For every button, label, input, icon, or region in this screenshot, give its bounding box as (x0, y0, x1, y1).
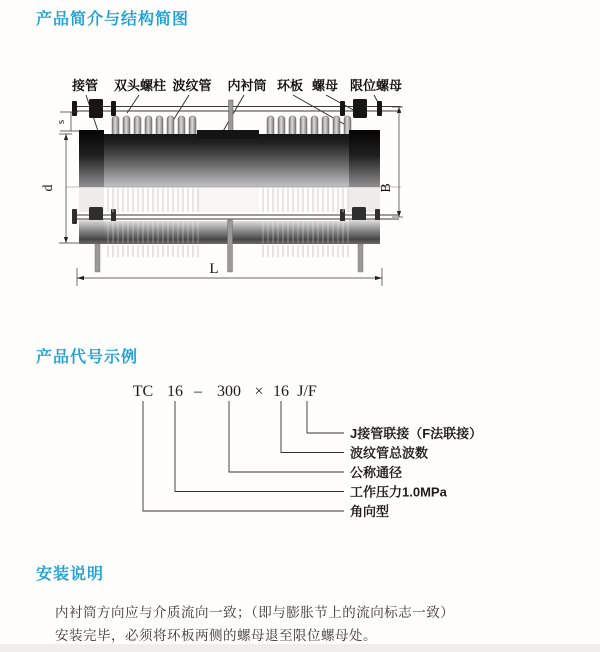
callout-waves: 波纹管总波数 (350, 445, 429, 461)
code-part-pressure: 16 (167, 383, 183, 400)
section-title-install: 安装说明 (36, 566, 105, 583)
callout-connection: J接管联接（F法联接） (350, 426, 483, 441)
install-instruction-line-2: 安装完毕，必须将环板两侧的螺母退至限位螺母处。 (55, 628, 377, 643)
section-title-intro: 产品简介与结构简图 (36, 11, 190, 28)
code-callout-lines (143, 401, 344, 511)
callout-type: 角向型 (350, 504, 390, 519)
callout-dn: 公称通径 (350, 465, 403, 480)
dim-d-label: d (41, 184, 56, 192)
right-ring-plate (349, 130, 380, 187)
label-bowenguan: 波纹管 (172, 78, 212, 93)
callout-pressure: 工作压力1.0MPa (350, 484, 447, 500)
code-part-waves: 16 (273, 383, 289, 400)
dim-L-label: L (209, 261, 219, 277)
code-callouts (350, 426, 482, 519)
section-title-code: 产品代号示例 (36, 349, 139, 366)
label-neichentong: 内衬筒 (227, 78, 267, 93)
code-part-times: × (254, 383, 264, 400)
label-xianwei-luomu: 限位螺母 (349, 78, 403, 93)
dim-B (392, 107, 403, 217)
code-string (133, 383, 317, 400)
label-huanban: 环板 (276, 78, 304, 93)
code-part-dash: – (194, 383, 202, 400)
label-luomu: 螺母 (311, 78, 339, 93)
page-bottom-edge (0, 644, 600, 652)
joint-body (79, 130, 380, 187)
tie-rod-bottom (73, 215, 399, 219)
part-labels (71, 78, 402, 93)
label-jieguan: 接管 (71, 78, 99, 93)
code-part-type: TC (132, 383, 154, 400)
code-example-diagram (0, 340, 600, 535)
dim-d (59, 134, 79, 243)
code-part-dn: 300 (217, 383, 241, 400)
dim-s-label: s (55, 119, 67, 125)
dim-B-label: B (379, 183, 394, 193)
left-ring-plate (79, 130, 104, 187)
label-shuangtou: 双头螺柱 (113, 78, 167, 93)
tie-rod-top-nuts (72, 99, 382, 118)
code-part-connection: J/F (297, 383, 317, 400)
reflection-blocks (79, 188, 380, 212)
install-instruction-line-1: 内衬筒方向应与介质流向一致；（即与膨胀节上的流向标志一致） (55, 605, 455, 620)
inner-liner-band (197, 130, 259, 139)
center-stud-top (229, 100, 234, 132)
